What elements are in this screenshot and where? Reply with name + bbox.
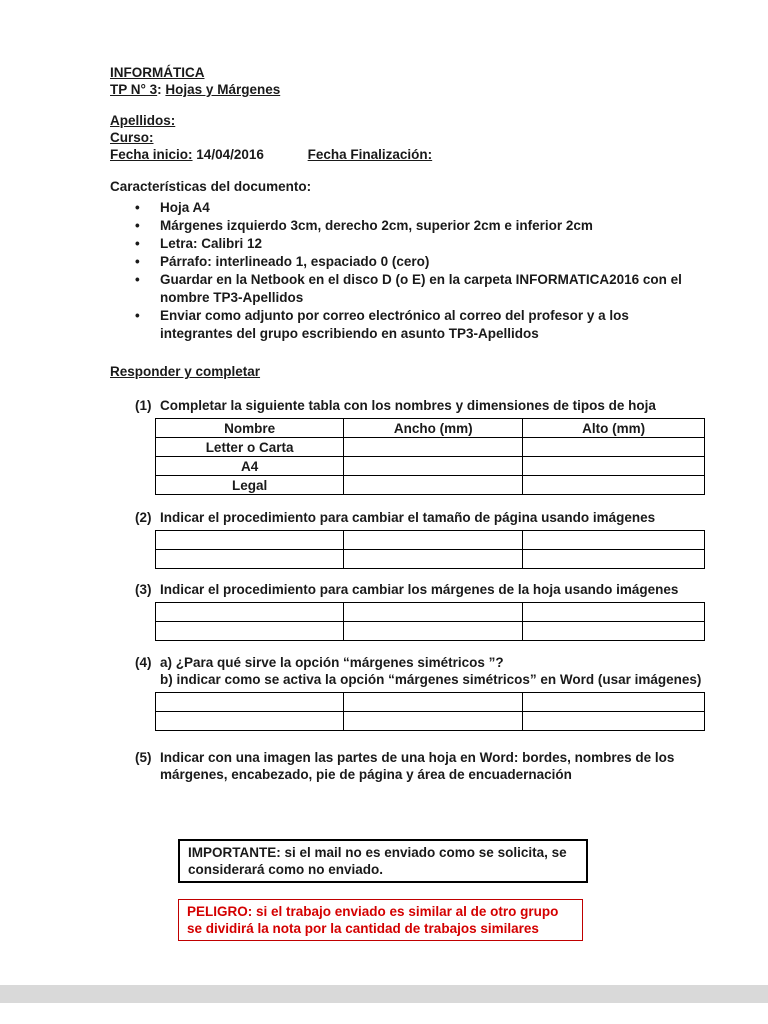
question-text-a: a) ¿Para qué sirve la opción “márgenes simétricos ”?	[160, 655, 504, 670]
empty-cell	[156, 550, 344, 569]
cell-ancho	[344, 457, 523, 476]
header-cell: Ancho (mm)	[344, 419, 523, 438]
danger-notice-text: PELIGRO: si el trabajo enviado es similar al de otro grupo se dividirá la nota por la cantidad de trabajos similares	[187, 904, 559, 936]
doc-subtitle	[110, 81, 705, 98]
cell-alto	[523, 476, 705, 495]
fecha-inicio-label: Fecha inicio:	[110, 147, 193, 162]
responder-heading-text: Responder y completar	[110, 364, 261, 379]
question-3	[135, 581, 705, 598]
empty-cell	[522, 531, 704, 550]
empty-cell	[156, 712, 344, 731]
doc-title-text: INFORMÁTICA	[110, 65, 205, 80]
empty-cell	[343, 712, 522, 731]
question-5	[135, 749, 705, 783]
table-row	[156, 622, 705, 641]
bullet-icon: •	[135, 218, 140, 233]
caracteristicas-heading: Características del documento:	[110, 179, 312, 194]
cell-alto	[523, 457, 705, 476]
bullet-icon: •	[135, 200, 140, 215]
question-1	[135, 397, 705, 414]
question-text: Completar la siguiente tabla con los nombres y dimensiones de tipos de hoja	[160, 398, 656, 413]
header-cell: Nombre	[156, 419, 344, 438]
paper-sizes-table	[155, 418, 705, 495]
list-item-text: Letra: Calibri 12	[160, 236, 263, 251]
bullet-icon: •	[135, 272, 140, 287]
caracteristicas-list	[110, 199, 705, 343]
important-notice-text: IMPORTANTE: si el mail no es enviado como se solicita, se considerará como no enviado.	[188, 845, 567, 877]
list-item	[135, 235, 705, 253]
responder-heading	[110, 363, 705, 380]
curso-line	[110, 129, 705, 146]
table-row	[156, 550, 705, 569]
list-item	[135, 199, 705, 217]
table-row	[156, 693, 705, 712]
empty-cell	[156, 693, 344, 712]
fecha-finalizacion-label: Fecha Finalización:	[307, 147, 433, 162]
question-text: Indicar con una imagen las partes de una hoja en Word: bordes, nombres de los márgenes, encabezado, pie de página y área de encuadernación	[160, 750, 675, 782]
danger-notice	[178, 899, 583, 941]
header-cell: Alto (mm)	[523, 419, 705, 438]
table-row	[156, 438, 705, 457]
empty-cell	[522, 693, 704, 712]
list-item-text: Hoja A4	[160, 200, 210, 215]
empty-cell	[343, 603, 522, 622]
answer-table-page-size	[155, 530, 705, 569]
question-number: (1)	[135, 398, 152, 413]
empty-cell	[156, 603, 344, 622]
doc-title	[110, 64, 705, 81]
apellidos-label: Apellidos:	[110, 113, 176, 128]
cell-ancho	[344, 438, 523, 457]
fecha-line	[110, 146, 705, 163]
cell-alto	[523, 438, 705, 457]
empty-cell	[156, 531, 344, 550]
empty-cell	[522, 622, 704, 641]
empty-cell	[522, 550, 704, 569]
tp-subject: Hojas y Márgenes	[165, 82, 281, 97]
table-row	[156, 603, 705, 622]
page-separator	[0, 985, 768, 1003]
empty-cell	[343, 550, 522, 569]
question-number: (3)	[135, 582, 152, 597]
empty-cell	[343, 693, 522, 712]
list-item-text: Párrafo: interlineado 1, espaciado 0 (cero)	[160, 254, 430, 269]
cell-nombre: Letter o Carta	[156, 438, 344, 457]
answer-table-simetricos	[155, 692, 705, 731]
list-item	[135, 307, 705, 343]
question-4-line-b: b) indicar como se activa la opción “márgenes simétricos” en Word (usar imágenes)	[160, 672, 702, 687]
important-notice	[178, 839, 588, 883]
answer-table-margins	[155, 602, 705, 641]
table-row	[156, 712, 705, 731]
empty-cell	[522, 603, 704, 622]
document-content	[110, 64, 705, 941]
question-number: (4)	[135, 655, 152, 670]
cell-nombre: Legal	[156, 476, 344, 495]
table-row	[156, 476, 705, 495]
table-row	[156, 457, 705, 476]
question-number: (2)	[135, 510, 152, 525]
empty-cell	[522, 712, 704, 731]
list-item	[135, 271, 705, 307]
question-text: Indicar el procedimiento para cambiar el tamaño de página usando imágenes	[160, 510, 656, 525]
question-number: (5)	[135, 750, 152, 765]
apellidos-line	[110, 112, 705, 129]
cell-ancho	[344, 476, 523, 495]
bullet-icon: •	[135, 308, 140, 323]
list-item-text: Guardar en la Netbook en el disco D (o E) en la carpeta INFORMATICA2016 con el nombre TP3-Apellidos	[160, 272, 682, 305]
empty-cell	[343, 622, 522, 641]
bullet-icon: •	[135, 236, 140, 251]
fecha-inicio-value: 14/04/2016	[196, 147, 264, 162]
question-4	[135, 654, 705, 671]
table-header-row	[156, 419, 705, 438]
curso-label: Curso:	[110, 130, 154, 145]
tp-separator: :	[157, 82, 166, 97]
list-item	[135, 253, 705, 271]
table-row	[156, 531, 705, 550]
cell-nombre: A4	[156, 457, 344, 476]
list-item-text: Márgenes izquierdo 3cm, derecho 2cm, superior 2cm e inferior 2cm	[160, 218, 593, 233]
bullet-icon: •	[135, 254, 140, 269]
empty-cell	[343, 531, 522, 550]
empty-cell	[156, 622, 344, 641]
question-2	[135, 509, 705, 526]
tp-number: TP N° 3	[110, 82, 158, 97]
question-text: Indicar el procedimiento para cambiar los márgenes de la hoja usando imágenes	[160, 582, 679, 597]
list-item-text: Enviar como adjunto por correo electrónico al correo del profesor y a los integrantes del grupo escribiendo en asunto TP3-Apellidos	[160, 308, 629, 341]
list-item	[135, 217, 705, 235]
